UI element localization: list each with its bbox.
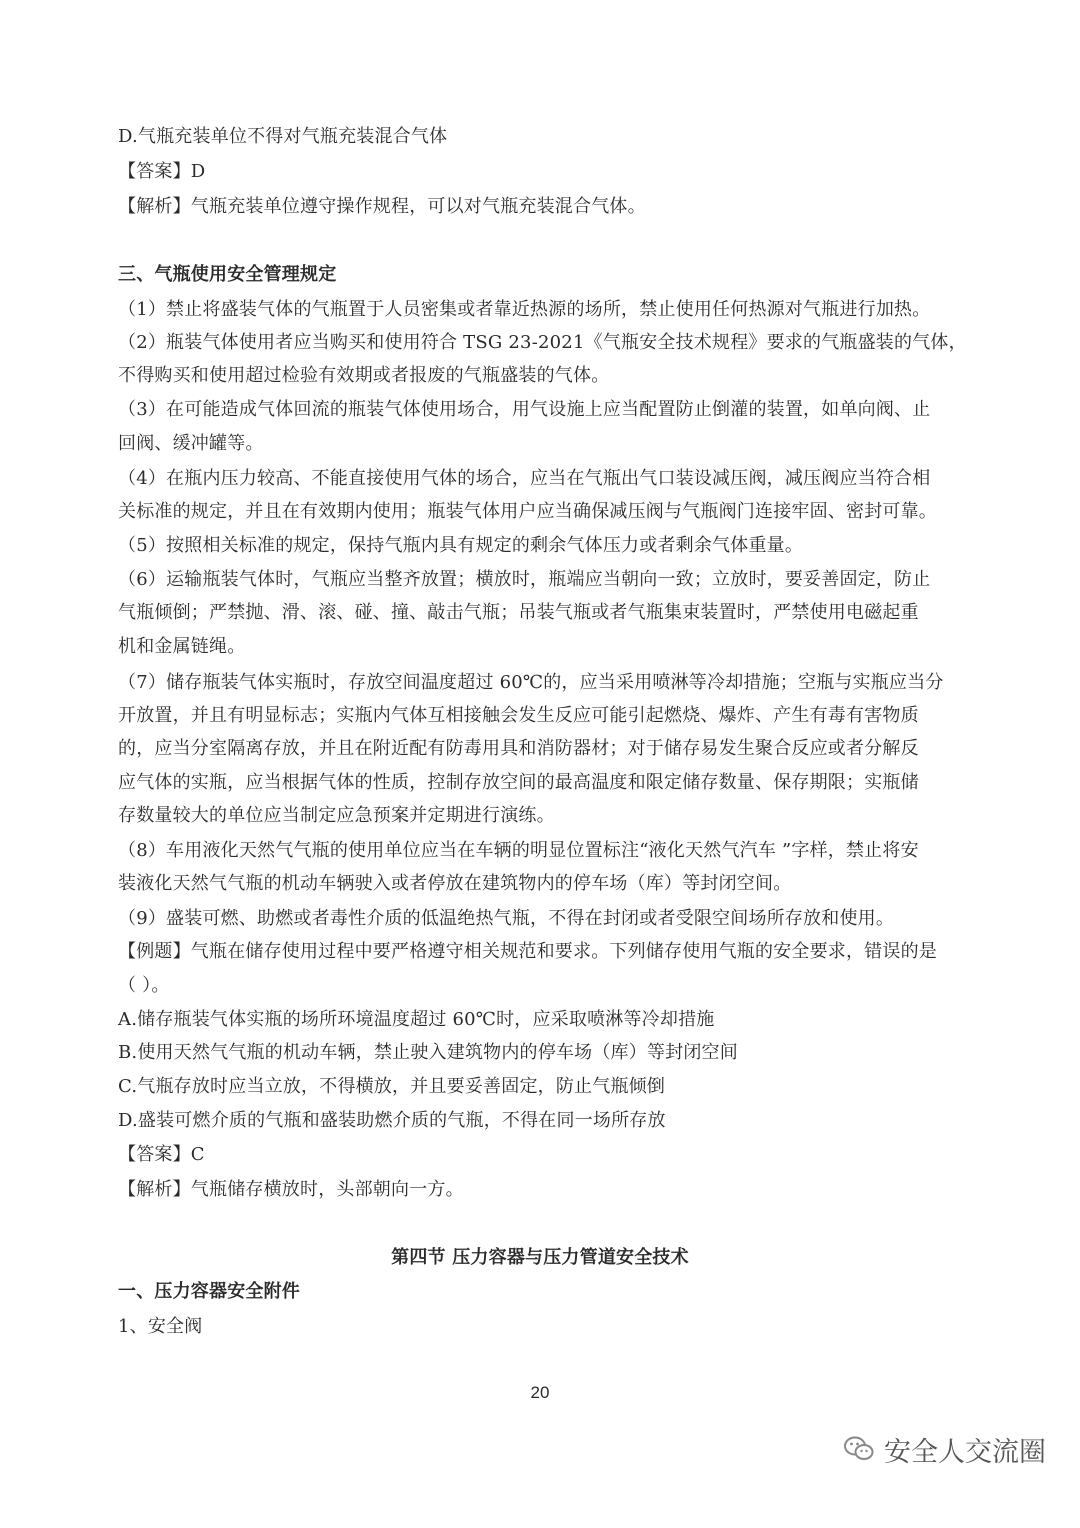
example-option-d: D.盛装可燃介质的气瓶和盛装助燃介质的气瓶，不得在同一场所存放: [118, 1110, 666, 1131]
rule-1: （1）禁止将盛装气体的气瓶置于人员密集或者靠近热源的场所，禁止使用任何热源对气瓶进行加热。: [118, 299, 931, 320]
example-option-b: B.使用天然气气瓶的机动车辆，禁止驶入建筑物内的停车场（库）等封闭空间: [118, 1042, 738, 1063]
rule-6-line-3: 机和金属链绳。: [118, 636, 246, 657]
watermark-text: 安全人交流圈: [884, 1436, 1046, 1468]
example-question-line-2: （ ）。: [118, 975, 170, 996]
rule-2-line-2: 不得购买和使用超过检验有效期或者报废的气瓶盛装的气体。: [118, 365, 610, 386]
example-option-c: C.气瓶存放时应当立放，不得横放，并且要妥善固定，防止气瓶倾倒: [118, 1076, 666, 1097]
rule-7-line-2: 开放置，并且有明显标志；实瓶内气体互相接触会发生反应可能引起燃烧、爆炸、产生有毒有害物质: [118, 705, 919, 726]
example-question-line-1: 【例题】气瓶在储存使用过程中要严格遵守相关规范和要求。下列储存使用气瓶的安全要求，错误的是: [118, 941, 937, 962]
rule-7-line-3: 的，应当分室隔离存放，并且在附近配有防毒用具和消防器材；对于储存易发生聚合反应或者分解反: [118, 738, 919, 759]
example-option-a: A.储存瓶装气体实瓶的场所环境温度超过 60℃时，应采取喷淋等冷却措施: [118, 1009, 715, 1030]
analysis-previous: 【解析】气瓶充装单位遵守操作规程，可以对气瓶充装混合气体。: [118, 196, 646, 217]
rule-3-line-1: （3）在可能造成气体回流的瓶装气体使用场合，用气设施上应当配置防止倒灌的装置，如单向阀、止: [118, 399, 931, 420]
section-heading-1: 一、压力容器安全附件: [118, 1281, 300, 1302]
answer-previous: 【答案】D: [118, 161, 206, 182]
rule-5: （5）按照相关标准的规定，保持气瓶内具有规定的剩余气体压力或者剩余气体重量。: [118, 535, 804, 556]
rule-7-line-1: （7）储存瓶装气体实瓶时，存放空间温度超过 60℃的，应当采用喷淋等冷却措施；空瓶与实瓶应当分: [118, 672, 944, 693]
rule-4-line-2: 关标准的规定，并且在有效期内使用；瓶装气体用户应当确保减压阀与气瓶阀门连接牢固、密封可靠。: [118, 501, 937, 522]
subsection-1: 1、安全阀: [118, 1316, 203, 1337]
rule-4-line-1: （4）在瓶内压力较高、不能直接使用气体的场合，应当在气瓶出气口装设减压阀，减压阀应当符合相: [118, 468, 931, 489]
rule-2-line-1: （2）瓶装气体使用者应当购买和使用符合 TSG 23-2021《气瓶安全技术规程》要求的气瓶盛装的气体，: [118, 332, 967, 353]
rule-8-line-2: 装液化天然气气瓶的机动车辆驶入或者停放在建筑物内的停车场（库）等封闭空间。: [118, 873, 792, 894]
rule-6-line-2: 气瓶倾倒；严禁抛、滑、滚、碰、撞、敲击气瓶；吊装气瓶或者气瓶集束装置时，严禁使用电磁起重: [118, 602, 919, 623]
rule-7-line-4: 应气体的实瓶，应当根据气体的性质，控制存放空间的最高温度和限定储存数量、保存期限；实瓶储: [118, 772, 919, 793]
rule-3-line-2: 回阀、缓冲罐等。: [118, 433, 264, 454]
rule-9: （9）盛装可燃、助燃或者毒性介质的低温绝热气瓶，不得在封闭或者受限空间场所存放和使用。: [118, 908, 895, 929]
option-d-previous: D.气瓶充装单位不得对气瓶充装混合气体: [118, 126, 448, 147]
rule-6-line-1: （6）运输瓶装气体时，气瓶应当整齐放置；横放时，瓶端应当朝向一致；立放时，要妥善固定，防止: [118, 569, 931, 590]
rule-8-line-1: （8）车用液化天然气气瓶的使用单位应当在车辆的明显位置标注“液化天然气汽车 ”字样，禁止将安: [118, 840, 919, 861]
rule-7-line-5: 存数量较大的单位应当制定应急预案并定期进行演练。: [118, 805, 555, 826]
chapter-title: 第四节 压力容器与压力管道安全技术: [391, 1247, 689, 1268]
example-answer: 【答案】C: [118, 1144, 205, 1165]
page-number: 20: [530, 1383, 550, 1402]
wechat-icon: [842, 1432, 876, 1466]
watermark: [842, 1432, 1046, 1466]
section-heading-3: 三、气瓶使用安全管理规定: [118, 264, 337, 285]
example-analysis: 【解析】气瓶储存横放时，头部朝向一方。: [118, 1179, 464, 1200]
